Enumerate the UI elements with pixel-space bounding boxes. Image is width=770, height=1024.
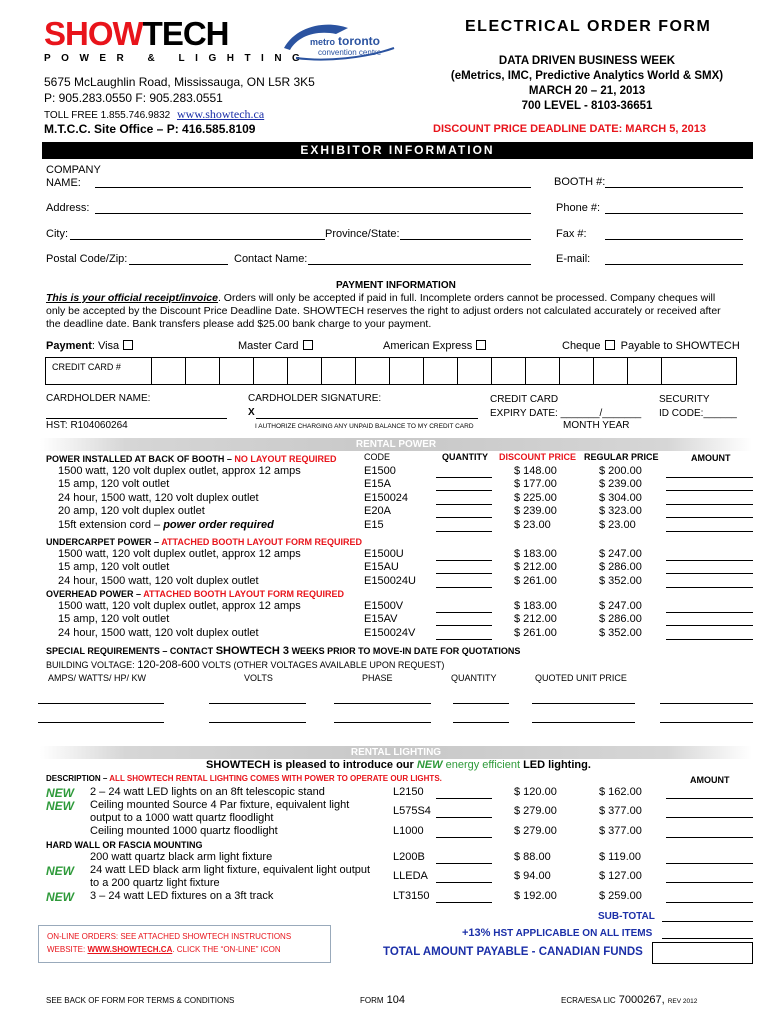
amount-field[interactable]: [666, 817, 753, 818]
event-sub: (eMetrics, IMC, Predictive Analytics World & SMX): [450, 70, 724, 82]
new-badge: NEW: [46, 890, 74, 904]
discount-price: $ 239.00: [514, 505, 557, 518]
regular-price: $ 352.00: [599, 574, 642, 587]
security-label: SECURITY ID CODE:______: [659, 394, 737, 419]
subtotal-label: SUB-TOTAL: [598, 911, 655, 922]
item-description-note: power order required: [163, 518, 274, 531]
special-amps-field-1[interactable]: [38, 703, 164, 704]
special-requirements: SPECIAL REQUIREMENTS – CONTACT SHOWTECH 3 WEEKS PRIOR TO MOVE-IN DATE FOR QUOTATIONS: [46, 645, 521, 657]
discount-price: $ 212.00: [514, 561, 557, 574]
amex-checkbox[interactable]: [476, 340, 486, 350]
regular-price: $ 323.00: [599, 505, 642, 518]
special-col-volts: VOLTS: [244, 673, 273, 683]
item-description: 3 – 24 watt LED fixtures on a 3ft track: [90, 890, 274, 902]
regular-price: $ 352.00: [599, 626, 642, 639]
quantity-field[interactable]: [436, 798, 492, 799]
amount-field[interactable]: [666, 882, 753, 883]
discount-price: $ 279.00: [514, 805, 557, 817]
regular-price: $ 162.00: [599, 786, 642, 798]
event-level: 700 LEVEL - 8103-36651: [521, 100, 653, 112]
hst-number: HST: R104060264: [46, 420, 128, 431]
fax-label: Fax #:: [556, 228, 587, 240]
amount-field[interactable]: [666, 490, 753, 491]
new-badge: NEW: [46, 786, 74, 800]
item-description-text: 15 amp, 120 volt outlet: [58, 561, 170, 574]
credit-card-digit-cell[interactable]: [185, 358, 186, 384]
quantity-field[interactable]: [436, 882, 492, 883]
item-description-text: 15 amp, 120 volt outlet: [58, 613, 170, 626]
quantity-field[interactable]: [436, 560, 492, 561]
mtcc-logo: metro toronto convention centre: [276, 18, 406, 68]
booth-field[interactable]: [605, 187, 743, 188]
item-code: E1500: [364, 465, 396, 477]
regular-price: $ 127.00: [599, 870, 642, 882]
regular-price: $ 286.00: [599, 613, 642, 626]
col-code: CODE: [364, 452, 391, 462]
regular-price: $ 304.00: [599, 491, 642, 504]
form-title: ELECTRICAL ORDER FORM: [465, 18, 712, 35]
discount-deadline: DISCOUNT PRICE DEADLINE DATE: MARCH 5, 2013: [433, 123, 706, 135]
credit-card-digit-cell[interactable]: [253, 358, 254, 384]
subtotal-field[interactable]: [662, 921, 753, 922]
hst-line: +13% HST APPLICABLE ON ALL ITEMS: [462, 927, 653, 939]
credit-card-digit-cell[interactable]: [457, 358, 458, 384]
logo-subtitle: POWER & LIGHTING: [44, 53, 311, 64]
col-regular: REGULAR PRICE: [584, 452, 659, 462]
item-description: [58, 465, 301, 477]
credit-card-digit-cell[interactable]: [525, 358, 526, 384]
special-price-field-2[interactable]: [532, 722, 635, 723]
city-field[interactable]: [70, 239, 325, 240]
item-description-text: 24 hour, 1500 watt, 120 volt duplex outlet: [58, 626, 259, 639]
quantity-field[interactable]: [436, 817, 492, 818]
province-label: Province/State:: [325, 228, 400, 240]
item-code: L1000: [393, 825, 424, 837]
quantity-field[interactable]: [436, 490, 492, 491]
discount-price: $ 183.00: [514, 548, 557, 560]
item-code: E15AV: [364, 613, 398, 626]
quantity-field[interactable]: [436, 477, 492, 478]
item-description: [58, 561, 169, 573]
discount-price: $ 177.00: [514, 478, 557, 491]
amount-field[interactable]: [666, 863, 753, 864]
amount-field[interactable]: [666, 625, 753, 626]
total-field[interactable]: [652, 942, 753, 964]
credit-card-digit-cell[interactable]: [593, 358, 594, 384]
discount-price: $ 23.00: [514, 518, 551, 531]
amount-field[interactable]: [666, 531, 753, 532]
regular-price: $ 200.00: [599, 465, 642, 477]
contact-label: Contact Name:: [234, 253, 308, 265]
item-description: [58, 519, 274, 531]
website-link[interactable]: www.showtech.ca: [176, 107, 265, 121]
discount-price: $ 192.00: [514, 890, 557, 902]
item-description: [58, 492, 259, 504]
company-address: 5675 McLaughlin Road, Mississauga, ON L5R 3K5: [44, 75, 315, 89]
footer-form: FORM 104: [360, 994, 405, 1006]
special-amount-field-1[interactable]: [660, 703, 753, 704]
hst-field[interactable]: [662, 938, 753, 939]
discount-price: $ 261.00: [514, 574, 557, 587]
discount-price: $ 212.00: [514, 613, 557, 626]
quantity-field[interactable]: [436, 504, 492, 505]
mastercard-checkbox[interactable]: [303, 340, 313, 350]
item-description-cont: output to a 1000 watt quartz floodlight: [90, 812, 274, 824]
cardholder-signature-field[interactable]: [256, 418, 478, 419]
special-col-quoted: QUOTED UNIT PRICE: [535, 673, 627, 683]
item-code: LT3150: [393, 890, 430, 902]
site-office: M.T.C.C. Site Office – P: 416.585.8109: [44, 122, 256, 136]
amount-field[interactable]: [666, 560, 753, 561]
city-label: City:: [46, 228, 68, 240]
special-amount-field-2[interactable]: [660, 722, 753, 723]
regular-price: $ 247.00: [599, 600, 642, 612]
item-description-text: 15 amp, 120 volt outlet: [58, 478, 170, 491]
mastercard-option: Master Card: [238, 340, 313, 352]
authorize-note: I AUTHORIZE CHARGING ANY UNPAID BALANCE TO MY CREDIT CARD: [255, 423, 474, 430]
item-code: E15AU: [364, 561, 399, 574]
amount-field[interactable]: [666, 573, 753, 574]
quantity-field[interactable]: [436, 837, 492, 838]
regular-price: $ 119.00: [599, 851, 642, 863]
phone-field[interactable]: [605, 213, 743, 214]
item-description-text: 24 hour, 1500 watt, 120 volt duplex outlet: [58, 574, 259, 587]
discount-price: $ 94.00: [514, 870, 551, 882]
new-badge: NEW: [46, 864, 74, 878]
address-field[interactable]: [95, 213, 531, 214]
item-description-text: 1500 watt, 120 volt duplex outlet, approx 12 amps: [58, 548, 301, 560]
item-code: E1500U: [364, 548, 404, 560]
tollfree-line: TOLL FREE 1.855.746.9832 www.showtech.ca: [44, 107, 265, 121]
showtech-logo: SHOWTECH POWER & LIGHTING: [44, 15, 311, 64]
footer-terms: SEE BACK OF FORM FOR TERMS & CONDITIONS: [46, 996, 235, 1005]
credit-card-digit-cell[interactable]: [355, 358, 356, 384]
item-code: LLEDA: [393, 870, 428, 882]
event-block: [432, 54, 742, 114]
credit-card-digit-cell[interactable]: [389, 358, 390, 384]
lighting-description: DESCRIPTION – ALL SHOWTECH RENTAL LIGHTING COMES WITH POWER TO OPERATE OUR LIGHTS.: [46, 774, 442, 783]
item-description: [58, 613, 169, 625]
special-col-qty: QUANTITY: [451, 673, 497, 683]
cardholder-name-label: CARDHOLDER NAME:: [46, 393, 151, 404]
power-back-title: POWER INSTALLED AT BACK OF BOOTH – NO LAYOUT REQUIRED: [46, 454, 337, 464]
amount-field[interactable]: [666, 639, 753, 640]
fax-field[interactable]: [605, 239, 743, 240]
phone-label: Phone #:: [556, 202, 601, 214]
item-code: E20A: [364, 505, 391, 518]
amount-field[interactable]: [666, 837, 753, 838]
item-code: E150024: [364, 491, 409, 504]
rental-power-heading: RENTAL POWER: [40, 438, 752, 451]
rental-lighting-heading: RENTAL LIGHTING: [40, 746, 752, 759]
online-orders-box: ON-LINE ORDERS: SEE ATTACHED SHOWTECH INSTRUCTIONS WEBSITE: WWW.SHOWTECH.CA. CLICK THE “ON-LINE” ICON: [38, 925, 331, 963]
discount-price: $ 279.00: [514, 825, 557, 837]
item-code: E15: [364, 518, 384, 531]
discount-price: $ 120.00: [514, 786, 557, 798]
discount-price: $ 148.00: [514, 465, 557, 477]
item-code: E150024V: [364, 626, 416, 639]
cheque-checkbox[interactable]: [605, 340, 615, 350]
regular-price: $ 286.00: [599, 561, 642, 574]
item-description: [58, 627, 259, 639]
company-label: COMPANY NAME:: [46, 164, 101, 189]
regular-price: $ 377.00: [599, 805, 642, 817]
discount-price: $ 225.00: [514, 491, 557, 504]
credit-card-digit-cell[interactable]: [559, 358, 560, 384]
item-description-text: 24 hour, 1500 watt, 120 volt duplex outlet: [58, 491, 259, 504]
signature-x: X: [248, 407, 255, 418]
item-description: Ceiling mounted Source 4 Par fixture, equivalent light: [90, 799, 350, 811]
credit-card-digit-cell[interactable]: [423, 358, 424, 384]
cardholder-sig-label: CARDHOLDER SIGNATURE:: [248, 393, 382, 404]
item-code: L575S4: [393, 805, 431, 817]
quantity-field[interactable]: [436, 612, 492, 613]
credit-card-box[interactable]: CREDIT CARD #: [45, 357, 737, 385]
hard-wall-title: HARD WALL OR FASCIA MOUNTING: [46, 840, 203, 850]
cardholder-name-field[interactable]: [46, 418, 227, 419]
credit-card-digit-cell[interactable]: [151, 358, 152, 384]
address-label: Address:: [46, 202, 90, 214]
special-qty-field-2[interactable]: [453, 722, 509, 723]
item-description-text: 1500 watt, 120 volt duplex outlet, approx 12 amps: [58, 465, 301, 477]
booth-label: BOOTH #:: [554, 176, 606, 188]
new-badge: NEW: [46, 799, 74, 813]
month-year-label: MONTH YEAR: [563, 420, 630, 431]
online-website-link[interactable]: WWW.SHOWTECH.CA: [87, 945, 173, 954]
regular-price: $ 259.00: [599, 890, 642, 902]
item-description-text: 20 amp, 120 volt duplex outlet: [58, 505, 205, 518]
amount-field[interactable]: [666, 902, 753, 903]
footer-license: ECRA/ESA LIC 7000267, REV 2012: [561, 994, 698, 1006]
event-dates: MARCH 20 – 21, 2013: [528, 85, 646, 97]
item-code: E150024U: [364, 574, 416, 587]
special-price-field-1[interactable]: [532, 703, 635, 704]
lighting-col-amount: AMOUNT: [690, 775, 730, 785]
item-code: E15A: [364, 478, 391, 491]
item-description: [58, 548, 301, 560]
col-amount: AMOUNT: [691, 453, 731, 463]
credit-card-digit-cell[interactable]: [321, 358, 322, 384]
postal-field[interactable]: [129, 264, 228, 265]
total-label: TOTAL AMOUNT PAYABLE - CANADIAN FUNDS: [383, 946, 643, 958]
quantity-field[interactable]: [436, 573, 492, 574]
amount-field[interactable]: [666, 798, 753, 799]
quantity-field[interactable]: [436, 639, 492, 640]
amount-field[interactable]: [666, 504, 753, 505]
special-col-amps: AMPS/ WATTS/ HP/ KW: [48, 673, 147, 683]
amount-field[interactable]: [666, 477, 753, 478]
amount-field[interactable]: [666, 587, 753, 588]
overhead-title: OVERHEAD POWER – ATTACHED BOOTH LAYOUT FORM REQUIRED: [46, 589, 345, 599]
contact-field[interactable]: [308, 264, 531, 265]
amex-option: American Express: [383, 340, 486, 352]
company-phone-fax: P: 905.283.0550 F: 905.283.0551: [44, 91, 223, 105]
col-discount: DISCOUNT PRICE: [499, 452, 577, 462]
discount-price: $ 261.00: [514, 626, 557, 639]
item-description: [58, 600, 301, 612]
amount-field[interactable]: [666, 612, 753, 613]
special-phase-field-2[interactable]: [334, 722, 431, 723]
quantity-field[interactable]: [436, 531, 492, 532]
item-description: [58, 505, 205, 517]
quantity-field[interactable]: [436, 902, 492, 903]
item-description: 24 watt LED black arm light fixture, equivalent light output: [90, 864, 371, 876]
item-code: L2150: [393, 786, 424, 798]
undercarpet-title: UNDERCARPET POWER – ATTACHED BOOTH LAYOUT FORM REQUIRED: [46, 537, 363, 547]
item-code: L200B: [393, 851, 425, 863]
special-volts-field-1[interactable]: [209, 703, 306, 704]
discount-price: $ 88.00: [514, 851, 551, 863]
payment-heading: PAYMENT INFORMATION: [336, 280, 456, 291]
quantity-field[interactable]: [436, 863, 492, 864]
credit-card-digit-cell[interactable]: [287, 358, 288, 384]
quantity-field[interactable]: [436, 517, 492, 518]
regular-price: $ 247.00: [599, 548, 642, 560]
credit-card-digit-cell[interactable]: [219, 358, 220, 384]
company-name-field[interactable]: [95, 187, 531, 188]
discount-price: $ 183.00: [514, 600, 557, 612]
payment-text: This is your official receipt/invoice. Orders will only be accepted if paid in full. Incomplete orders cannot be processed. Company cheques will only be accepted by the Discount Price Deadline Date. SHOWTECH reserves the right to adjust orders not calculated accurately or received after the deadline date. Bank transfers please add $25.00 bank charge to your payment.: [46, 292, 721, 330]
special-amps-field-2[interactable]: [38, 722, 164, 723]
event-name: DATA DRIVEN BUSINESS WEEK: [498, 55, 676, 67]
regular-price: $ 23.00: [599, 518, 636, 531]
item-description-text: 1500 watt, 120 volt duplex outlet, approx 12 amps: [58, 600, 301, 612]
credit-card-digit-cell[interactable]: [627, 358, 628, 384]
regular-price: $ 239.00: [599, 478, 642, 491]
province-field[interactable]: [400, 239, 531, 240]
payment-method-row: Payment: Visa: [46, 340, 133, 352]
email-label: E-mail:: [556, 253, 591, 265]
item-description: Ceiling mounted 1000 quartz floodlight: [90, 825, 278, 837]
special-qty-field-1[interactable]: [453, 703, 509, 704]
item-description: 200 watt quartz black arm light fixture: [90, 851, 273, 863]
quantity-field[interactable]: [436, 587, 492, 588]
postal-label: Postal Code/Zip:: [46, 253, 128, 265]
regular-price: $ 377.00: [599, 825, 642, 837]
special-volts-field-2[interactable]: [209, 722, 306, 723]
item-code: E1500V: [364, 600, 404, 612]
expiry-label: CREDIT CARD EXPIRY DATE: _______/_______: [490, 394, 642, 419]
amount-field[interactable]: [666, 517, 753, 518]
email-field[interactable]: [605, 264, 743, 265]
special-col-phase: PHASE: [362, 673, 393, 683]
building-voltage: BUILDING VOLTAGE: 120-208-600 VOLTS (OTHER VOLTAGES AVAILABLE UPON REQUEST): [46, 659, 445, 671]
exhibitor-heading: EXHIBITOR INFORMATION: [42, 142, 753, 159]
quantity-field[interactable]: [436, 625, 492, 626]
credit-card-digit-cell[interactable]: [491, 358, 492, 384]
cheque-option: Cheque Payable to SHOWTECH: [562, 340, 740, 352]
col-quantity: QUANTITY: [442, 452, 488, 462]
lighting-intro: SHOWTECH is pleased to introduce our NEW energy efficient LED lighting.: [206, 759, 591, 771]
item-description: 2 – 24 watt LED lights on an 8ft telescopic stand: [90, 786, 325, 798]
item-description-cont: to a 200 quartz light fixture: [90, 877, 220, 889]
item-description: [58, 478, 169, 490]
credit-card-digit-cell[interactable]: [661, 358, 662, 384]
visa-checkbox[interactable]: [123, 340, 133, 350]
item-description: [58, 575, 259, 587]
item-description-text: 15ft extension cord –: [58, 518, 164, 531]
special-phase-field-1[interactable]: [334, 703, 431, 704]
